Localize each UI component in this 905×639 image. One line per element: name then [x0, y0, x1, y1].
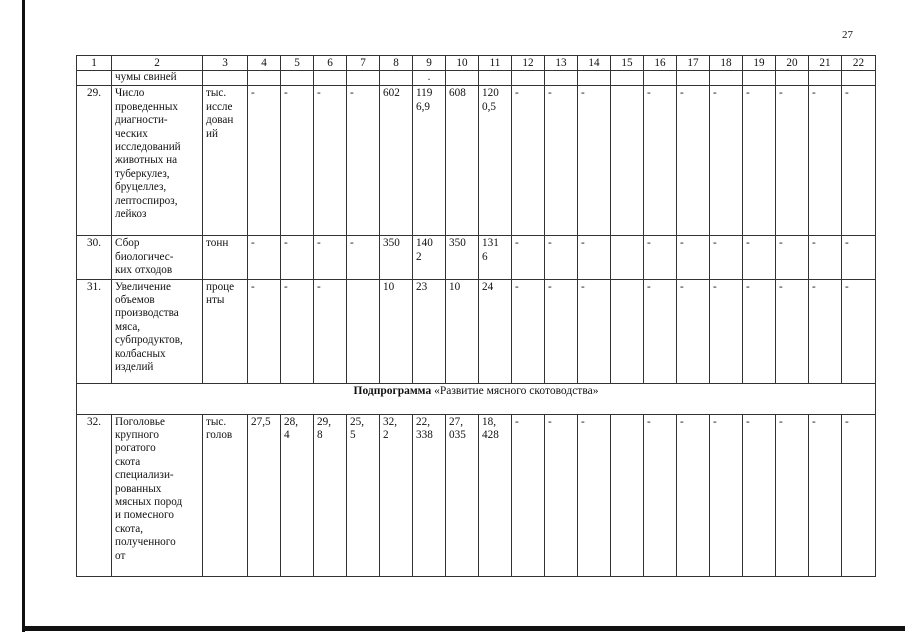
- cell-line: рогатого: [115, 442, 156, 455]
- table-row: [77, 414, 876, 576]
- unit-cell: [203, 414, 248, 576]
- value-cell: 350: [380, 236, 413, 279]
- header-cell: 3: [203, 56, 248, 71]
- value-cell: [611, 279, 644, 383]
- value-cell: -: [248, 236, 281, 279]
- cell-line: 0,5: [482, 100, 496, 113]
- table-cell: [347, 71, 380, 86]
- cell-line: 428: [482, 429, 499, 442]
- cell-line: 2: [383, 429, 389, 442]
- table-cell: [677, 71, 710, 86]
- value-cell: -: [677, 279, 710, 383]
- value-cell: -: [578, 86, 611, 236]
- value-cell: -: [743, 86, 776, 236]
- cell-line: Увеличение: [115, 280, 171, 293]
- value-cell: -: [776, 279, 809, 383]
- cell-line: дован: [206, 114, 234, 127]
- value-cell: -: [578, 236, 611, 279]
- indicator-name: [112, 279, 203, 383]
- table-cell: [644, 71, 677, 86]
- cell-line: голов: [206, 429, 233, 442]
- value-cell: [446, 414, 479, 576]
- value-cell: -: [743, 236, 776, 279]
- value-cell: -: [809, 86, 842, 236]
- cell-line: тыс.: [206, 415, 227, 428]
- cell-line: специализи-: [115, 469, 174, 482]
- table-cell: [281, 71, 314, 86]
- header-row: [77, 56, 876, 71]
- table-cell: [776, 71, 809, 86]
- cell-line: исследований: [115, 141, 181, 154]
- value-cell: -: [248, 279, 281, 383]
- table-cell: [314, 71, 347, 86]
- cell-line: от: [115, 549, 126, 562]
- cell-line: скота,: [115, 522, 144, 535]
- cell-line: проведенных: [115, 100, 178, 113]
- table-cell: [743, 71, 776, 86]
- table-cell: [446, 71, 479, 86]
- continuation-mark: .: [427, 71, 431, 83]
- value-cell: -: [314, 236, 347, 279]
- header-cell: 14: [578, 56, 611, 71]
- value-cell: -: [776, 86, 809, 236]
- cell-line: мясных пород: [115, 496, 183, 509]
- value-cell: -: [281, 236, 314, 279]
- page-number: 27: [842, 29, 853, 41]
- cell-line: 27,: [449, 415, 463, 428]
- value-cell: [479, 86, 512, 236]
- table-cell: [512, 71, 545, 86]
- cell-line: лептоспироз,: [115, 194, 178, 207]
- value-cell: -: [710, 414, 743, 576]
- table-cell: [611, 71, 644, 86]
- value-cell: -: [314, 86, 347, 236]
- page-left-border: [22, 0, 25, 632]
- cell-line: полученного: [115, 536, 176, 549]
- value-cell: [314, 414, 347, 576]
- cell-line: 5: [350, 429, 356, 442]
- cell-line: скота: [115, 455, 141, 468]
- table-row: [77, 279, 876, 383]
- value-cell: [347, 414, 380, 576]
- cell-line: объемов: [115, 294, 155, 307]
- cell-line: бруцеллез,: [115, 181, 167, 194]
- table-cell: [545, 71, 578, 86]
- table-cell: [380, 71, 413, 86]
- cell-line: 6,9: [416, 100, 430, 113]
- value-cell: -: [842, 86, 876, 236]
- data-table: [76, 55, 876, 577]
- value-cell: -: [743, 414, 776, 576]
- value-cell: -: [809, 279, 842, 383]
- page-bottom-border: [22, 626, 905, 631]
- value-cell: -: [776, 414, 809, 576]
- cell-line: 120: [482, 87, 499, 100]
- cell-line: крупного: [115, 429, 159, 442]
- cell-line: животных на: [115, 154, 178, 167]
- cell-line: Число: [115, 87, 145, 100]
- value-cell: [611, 236, 644, 279]
- value-cell: -: [347, 86, 380, 236]
- table-row: [77, 86, 876, 236]
- cell-line: 035: [449, 429, 466, 442]
- cell-line: лейкоз: [115, 208, 147, 221]
- value-cell: -: [809, 236, 842, 279]
- value-cell: [413, 236, 446, 279]
- value-cell: -: [842, 279, 876, 383]
- value-cell: -: [347, 236, 380, 279]
- table-cell: [710, 71, 743, 86]
- cell-line: и помесного: [115, 509, 174, 522]
- value-cell: -: [710, 236, 743, 279]
- header-cell: 1: [77, 56, 112, 71]
- value-cell: [281, 414, 314, 576]
- value-cell: 608: [446, 86, 479, 236]
- value-cell: [479, 236, 512, 279]
- value-cell: -: [644, 279, 677, 383]
- unit-cell: [203, 86, 248, 236]
- value-cell: -: [545, 414, 578, 576]
- value-cell: 602: [380, 86, 413, 236]
- cell-line: ий: [206, 127, 218, 140]
- cell-line: 24: [482, 280, 494, 293]
- value-cell: [413, 86, 446, 236]
- header-cell: 7: [347, 56, 380, 71]
- header-cell: 17: [677, 56, 710, 71]
- value-cell: [380, 414, 413, 576]
- header-cell: 10: [446, 56, 479, 71]
- cell-line: 22,: [416, 415, 430, 428]
- cell-line: 119: [416, 87, 433, 100]
- value-cell: -: [677, 236, 710, 279]
- value-cell: -: [314, 279, 347, 383]
- row-number: 31.: [77, 279, 112, 383]
- table-cell: [479, 71, 512, 86]
- value-cell: -: [545, 236, 578, 279]
- cell-line: Поголовье: [115, 415, 165, 428]
- cell-line: производства: [115, 307, 179, 320]
- table-cell: [77, 71, 112, 86]
- cell-line: 23: [416, 280, 428, 293]
- value-cell: [413, 279, 446, 383]
- value-cell: -: [512, 86, 545, 236]
- cell-line: туберкулез,: [115, 167, 170, 180]
- table-cell: [809, 71, 842, 86]
- cell-line: 2: [416, 250, 422, 263]
- value-cell: [611, 414, 644, 576]
- cell-line: 25,: [350, 415, 364, 428]
- cell-line: 338: [416, 429, 433, 442]
- indicator-name: [112, 86, 203, 236]
- value-cell: -: [776, 236, 809, 279]
- header-cell: 8: [380, 56, 413, 71]
- indicator-name: [112, 414, 203, 576]
- header-cell: 18: [710, 56, 743, 71]
- value-cell: -: [281, 86, 314, 236]
- value-cell: -: [677, 86, 710, 236]
- cell-line: 140: [416, 237, 433, 250]
- table-cell: [578, 71, 611, 86]
- value-cell: [413, 414, 446, 576]
- cell-line: 28,: [284, 415, 298, 428]
- value-cell: [347, 279, 380, 383]
- value-cell: -: [512, 236, 545, 279]
- continuation-row: [77, 71, 876, 86]
- value-cell: -: [545, 279, 578, 383]
- cell-line: колбасных: [115, 347, 166, 360]
- table-cell: [842, 71, 876, 86]
- cell-line: проце: [206, 280, 235, 293]
- subprogram-rest: «Развитие мясного скотоводства»: [431, 384, 599, 397]
- subprogram-title: [77, 383, 876, 414]
- value-cell: -: [644, 236, 677, 279]
- cell-line: субпродуктов,: [115, 334, 183, 347]
- row-number: 30.: [77, 236, 112, 279]
- value-cell: 10: [446, 279, 479, 383]
- value-cell: [479, 414, 512, 576]
- unit-cell: [203, 236, 248, 279]
- indicator-name: [112, 236, 203, 279]
- header-cell: 19: [743, 56, 776, 71]
- cell-line: 131: [482, 237, 499, 250]
- header-cell: 4: [248, 56, 281, 71]
- cell-line: 32,: [383, 415, 397, 428]
- value-cell: -: [809, 414, 842, 576]
- cell-line: мяса,: [115, 320, 141, 333]
- header-cell: 16: [644, 56, 677, 71]
- table-cell: [203, 71, 248, 86]
- table-cell: [413, 71, 446, 86]
- cell-line: иссле: [206, 100, 233, 113]
- value-cell: -: [248, 86, 281, 236]
- value-cell: 350: [446, 236, 479, 279]
- header-cell: 21: [809, 56, 842, 71]
- continuation-label: чумы свиней: [112, 71, 203, 86]
- table-row: [77, 236, 876, 279]
- header-cell: 9: [413, 56, 446, 71]
- value-cell: 27,5: [248, 414, 281, 576]
- subprogram-row: [77, 383, 876, 414]
- value-cell: -: [842, 236, 876, 279]
- table-cell: [248, 71, 281, 86]
- header-cell: 5: [281, 56, 314, 71]
- header-cell: 22: [842, 56, 876, 71]
- cell-line: нты: [206, 294, 225, 307]
- value-cell: -: [281, 279, 314, 383]
- value-cell: -: [644, 414, 677, 576]
- value-cell: [479, 279, 512, 383]
- cell-line: рованных: [115, 482, 162, 495]
- row-number: 32.: [77, 414, 112, 576]
- cell-line: ческих: [115, 127, 148, 140]
- cell-line: диагности-: [115, 114, 168, 127]
- value-cell: -: [677, 414, 710, 576]
- cell-line: 4: [284, 429, 290, 442]
- header-cell: 13: [545, 56, 578, 71]
- subprogram-bold: Подпрограмма: [353, 384, 432, 397]
- cell-line: 8: [317, 429, 323, 442]
- value-cell: -: [644, 86, 677, 236]
- header-cell: 2: [112, 56, 203, 71]
- value-cell: 10: [380, 279, 413, 383]
- value-cell: -: [743, 279, 776, 383]
- header-cell: 12: [512, 56, 545, 71]
- value-cell: -: [512, 279, 545, 383]
- value-cell: [611, 86, 644, 236]
- value-cell: -: [842, 414, 876, 576]
- header-cell: 20: [776, 56, 809, 71]
- cell-line: Сбор: [115, 237, 140, 250]
- cell-line: 18,: [482, 415, 496, 428]
- header-cell: 6: [314, 56, 347, 71]
- row-number: 29.: [77, 86, 112, 236]
- header-cell: 11: [479, 56, 512, 71]
- header-cell: 15: [611, 56, 644, 71]
- value-cell: -: [545, 86, 578, 236]
- cell-line: тонн: [206, 237, 229, 250]
- value-cell: -: [578, 414, 611, 576]
- cell-line: тыс.: [206, 87, 227, 100]
- cell-line: 6: [482, 250, 488, 263]
- cell-line: ких отходов: [115, 264, 173, 277]
- value-cell: -: [710, 279, 743, 383]
- cell-line: изделий: [115, 361, 154, 374]
- value-cell: -: [710, 86, 743, 236]
- value-cell: -: [578, 279, 611, 383]
- unit-cell: [203, 279, 248, 383]
- cell-line: биологичес-: [115, 250, 174, 263]
- cell-line: 29,: [317, 415, 331, 428]
- value-cell: -: [512, 414, 545, 576]
